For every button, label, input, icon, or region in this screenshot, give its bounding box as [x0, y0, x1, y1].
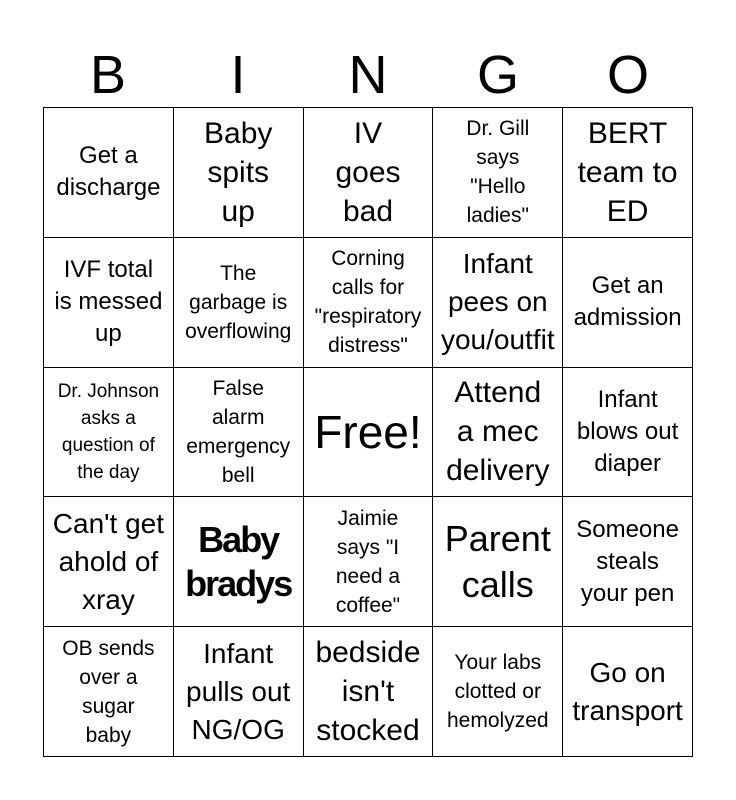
bingo-cell-label: bedside isn't stocked: [315, 636, 421, 748]
bingo-cell-label: Your labs clotted or hemolyzed: [447, 651, 549, 733]
bingo-cell-label: Attend a mec delivery: [446, 376, 550, 488]
bingo-cell[interactable]: [433, 627, 563, 757]
bingo-cell-label: Dr. Gill says "Hello ladies": [466, 117, 530, 228]
header-letter-n: N: [348, 45, 388, 105]
bingo-cell-label: Infant pees on you/outfit: [440, 248, 555, 356]
bingo-cell[interactable]: [433, 368, 563, 498]
bingo-cell-label: Baby bradys: [185, 518, 292, 604]
header-letter-i: I: [230, 45, 246, 105]
bingo-cell-label: Can't get ahold of xray: [52, 507, 164, 615]
bingo-grid: [43, 107, 693, 757]
bingo-cell[interactable]: [563, 497, 693, 627]
bingo-cell-label: Get an admission: [573, 272, 682, 332]
bingo-cell-label: The garbage is overflowing: [185, 261, 292, 343]
bingo-cell[interactable]: [304, 627, 434, 757]
bingo-cell[interactable]: [563, 627, 693, 757]
bingo-cell[interactable]: [174, 497, 304, 627]
bingo-cell[interactable]: [44, 368, 174, 498]
bingo-cell[interactable]: [433, 238, 563, 368]
bingo-cell-label: Go on transport: [572, 656, 683, 726]
bingo-cell[interactable]: [174, 627, 304, 757]
bingo-cell[interactable]: [304, 238, 434, 368]
bingo-cell[interactable]: [44, 497, 174, 627]
bingo-cell[interactable]: [304, 497, 434, 627]
bingo-cell-label: IV goes bad: [335, 116, 401, 228]
header-letter-g: G: [476, 45, 519, 105]
bingo-cell-label: IVF total is messed up: [54, 256, 163, 348]
bingo-cell[interactable]: [563, 368, 693, 498]
bingo-cell-label: Infant pulls out NG/OG: [186, 637, 291, 745]
bingo-cell[interactable]: [174, 238, 304, 368]
bingo-cell-label: Corning calls for "respiratory distress": [314, 247, 422, 358]
bingo-cell-label: Get a discharge: [56, 142, 161, 202]
bingo-cell[interactable]: [563, 238, 693, 368]
bingo-cell[interactable]: [304, 368, 434, 498]
bingo-cell-label: Infant blows out diaper: [576, 385, 679, 477]
bingo-cell[interactable]: [44, 627, 174, 757]
bingo-cell[interactable]: [433, 108, 563, 238]
bingo-cell-label: Someone steals your pen: [576, 515, 679, 607]
bingo-cell[interactable]: [563, 108, 693, 238]
bingo-cell[interactable]: [433, 497, 563, 627]
bingo-cell[interactable]: [174, 368, 304, 498]
bingo-cell-label: Baby spits up: [204, 116, 273, 228]
header-letter-o: O: [606, 45, 649, 105]
header-letter-b: B: [89, 45, 127, 105]
bingo-header: [43, 44, 693, 106]
bingo-cell-label: Jaimie says "I need a coffee": [335, 506, 401, 617]
bingo-cell[interactable]: [304, 108, 434, 238]
bingo-cell-label: Dr. Johnson asks a question of the day: [57, 380, 160, 483]
bingo-cell-label: Parent calls: [444, 517, 551, 605]
bingo-cell-label: OB sends over a sugar baby: [62, 636, 155, 747]
bingo-cell-label: False alarm emergency bell: [186, 376, 291, 487]
bingo-cell[interactable]: [174, 108, 304, 238]
bingo-cell[interactable]: [44, 238, 174, 368]
bingo-cell-label: Free!: [314, 405, 422, 458]
bingo-cell[interactable]: [44, 108, 174, 238]
bingo-cell-label: BERT team to ED: [577, 116, 678, 228]
